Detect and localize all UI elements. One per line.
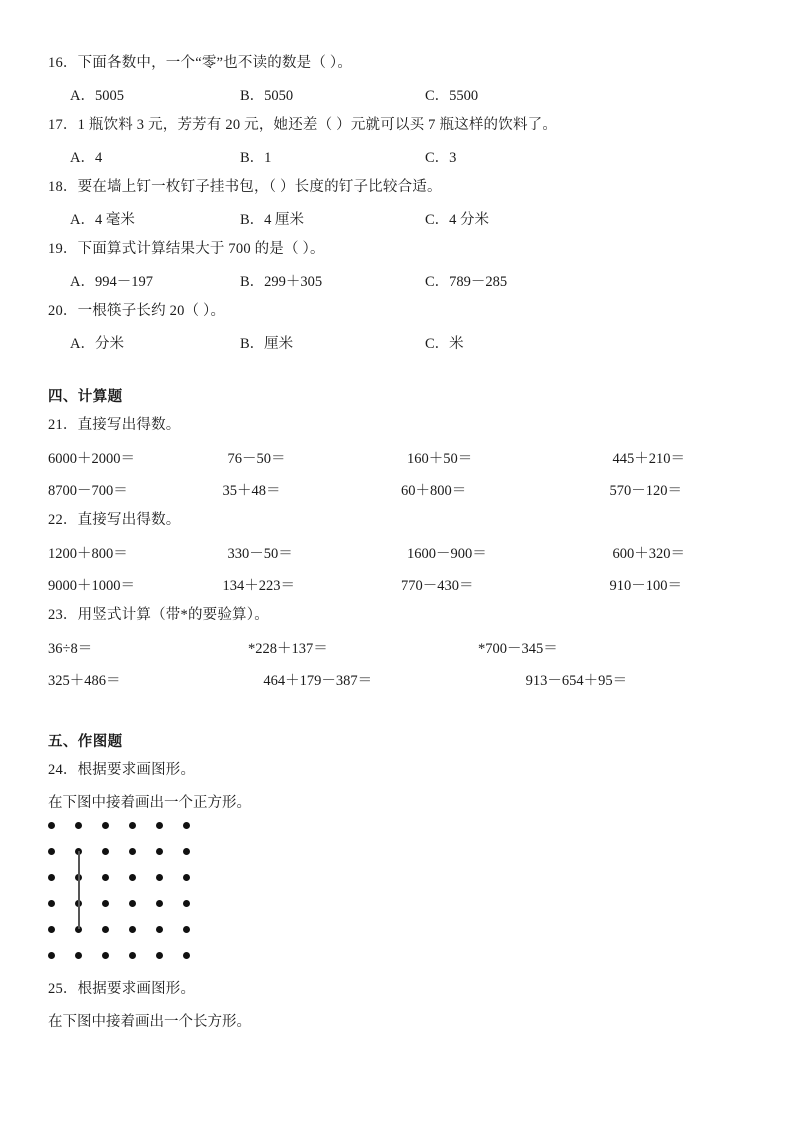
grid-dot: [183, 900, 190, 907]
question-23-stem: 23．用竖式计算（带*的要验算）。: [48, 607, 269, 624]
calc-item: 913－654＋95＝: [525, 672, 628, 689]
grid-dot: [183, 952, 190, 959]
question-19-options: [48, 265, 748, 296]
calc-item: *228＋137＝: [248, 640, 328, 657]
spacer: [48, 695, 748, 717]
page-content: [48, 48, 748, 1035]
question-23-row-1: [48, 631, 748, 663]
calc-item: 6000＋2000＝: [48, 450, 135, 467]
grid-dot: [183, 848, 190, 855]
question-21-stem-row: [48, 410, 748, 441]
grid-dot: [48, 900, 55, 907]
question-19-stem: 19．下面算式计算结果大于 700 的是（ ）。: [48, 241, 325, 258]
question-19-stem-row: [48, 234, 748, 265]
question-20-option-c[interactable]: C．米: [425, 336, 464, 352]
grid-dot: [183, 822, 190, 829]
calc-item: 60＋800＝: [401, 482, 467, 499]
grid-dot: [75, 822, 82, 829]
question-21-row-2: [48, 473, 748, 505]
grid-dot: [129, 848, 136, 855]
question-22-stem: 22．直接写出得数。: [48, 512, 181, 529]
calc-item: 8700－700＝: [48, 482, 128, 499]
calc-item: 35＋48＝: [222, 482, 281, 499]
grid-dot: [156, 952, 163, 959]
question-17-option-a[interactable]: A．4: [70, 150, 103, 166]
grid-dot: [129, 874, 136, 881]
question-19-option-a[interactable]: A．994－197: [70, 274, 153, 290]
question-20-option-b[interactable]: B．厘米: [240, 336, 294, 352]
dot-grid-figure: [48, 822, 248, 974]
calc-item: 600＋320＝: [612, 545, 685, 562]
question-19-option-b[interactable]: B．299＋305: [240, 274, 323, 290]
grid-dot: [48, 822, 55, 829]
calc-item: 1200＋800＝: [48, 545, 128, 562]
question-24-stem: 24．根据要求画图形。: [48, 762, 196, 779]
calc-item: 1600－900＝: [407, 545, 487, 562]
grid-dot: [102, 874, 109, 881]
grid-dot: [102, 952, 109, 959]
grid-dot: [156, 822, 163, 829]
grid-dot: [48, 952, 55, 959]
calc-item: 445＋210＝: [612, 450, 685, 467]
grid-dot: [156, 926, 163, 933]
question-18-option-b[interactable]: B．4 厘米: [240, 212, 305, 228]
grid-dot: [48, 926, 55, 933]
question-17-stem-row: [48, 110, 748, 141]
question-22-row-2: [48, 568, 748, 600]
question-17-stem: 17．1 瓶饮料 3 元，芳芳有 20 元，她还差（ ）元就可以买 7 瓶这样的饮料了。: [48, 117, 558, 134]
question-18-option-c[interactable]: C．4 分米: [425, 212, 490, 228]
question-18-stem-row: [48, 172, 748, 203]
spacer: [48, 358, 748, 372]
question-20-options: [48, 327, 748, 358]
question-25-stem-row: [48, 974, 748, 1005]
question-17-option-b[interactable]: B．1: [240, 150, 272, 166]
question-17-options: [48, 141, 748, 172]
calc-item: 36÷8＝: [48, 640, 93, 657]
question-23-row-2: [48, 663, 748, 695]
grid-dot: [156, 874, 163, 881]
grid-dot: [48, 874, 55, 881]
grid-dot: [183, 926, 190, 933]
grid-dot: [129, 900, 136, 907]
question-20-option-a[interactable]: A．分米: [70, 336, 124, 352]
calc-item: 134＋223＝: [222, 577, 295, 594]
question-21-row-1: [48, 441, 748, 473]
section-five-heading: 五、作图题: [48, 734, 123, 750]
question-23-stem-row: [48, 600, 748, 631]
question-19-option-c[interactable]: C．789－285: [425, 274, 508, 290]
grid-dot: [129, 926, 136, 933]
question-18-options: [48, 203, 748, 234]
question-16-option-a[interactable]: A．5005: [70, 88, 124, 104]
calc-item: 770－430＝: [401, 577, 474, 594]
grid-dot: [102, 900, 109, 907]
calc-item: 464＋179－387＝: [263, 672, 373, 689]
question-25-stem: 25．根据要求画图形。: [48, 981, 196, 998]
grid-dot: [102, 848, 109, 855]
grid-dot: [102, 822, 109, 829]
grid-dot: [156, 900, 163, 907]
grid-dot: [183, 874, 190, 881]
grid-dot: [129, 952, 136, 959]
grid-dot: [129, 822, 136, 829]
grid-dot: [102, 926, 109, 933]
question-16-stem: 16．下面各数中，一个“零”也不读的数是（ ）。: [48, 55, 353, 72]
question-20-stem-row: [48, 296, 748, 327]
question-20-stem: 20．一根筷子长约 20（ ）。: [48, 303, 226, 320]
calc-item: 570－120＝: [609, 482, 682, 499]
question-16-option-b[interactable]: B．5050: [240, 88, 294, 104]
calc-item: 76－50＝: [227, 450, 286, 467]
grid-dot: [156, 848, 163, 855]
calc-item: 325＋486＝: [48, 672, 121, 689]
grid-dot: [75, 952, 82, 959]
calc-item: *700－345＝: [478, 640, 558, 657]
calc-item: 9000＋1000＝: [48, 577, 135, 594]
question-16-options: [48, 79, 748, 110]
grid-line-segment: [78, 851, 80, 929]
question-16-option-c[interactable]: C．5500: [425, 88, 479, 104]
question-21-stem: 21．直接写出得数。: [48, 417, 181, 434]
question-17-option-c[interactable]: C．3: [425, 150, 457, 166]
section-four-heading: 四、计算题: [48, 389, 123, 405]
question-24-stem-row: [48, 755, 748, 786]
question-25-instruction: 在下图中接着画出一个长方形。: [48, 1013, 251, 1030]
calc-item: 160＋50＝: [407, 450, 473, 467]
calc-item: 910－100＝: [609, 577, 682, 594]
question-22-row-1: [48, 536, 748, 568]
grid-dot: [48, 848, 55, 855]
question-16-stem-row: [48, 48, 748, 79]
question-24-instruction: 在下图中接着画出一个正方形。: [48, 794, 251, 811]
question-18-stem: 18．要在墙上钉一枚钉子挂书包，（ ）长度的钉子比较合适。: [48, 179, 442, 196]
question-22-stem-row: [48, 505, 748, 536]
calc-item: 330－50＝: [227, 545, 293, 562]
question-18-option-a[interactable]: A．4 毫米: [70, 212, 135, 228]
